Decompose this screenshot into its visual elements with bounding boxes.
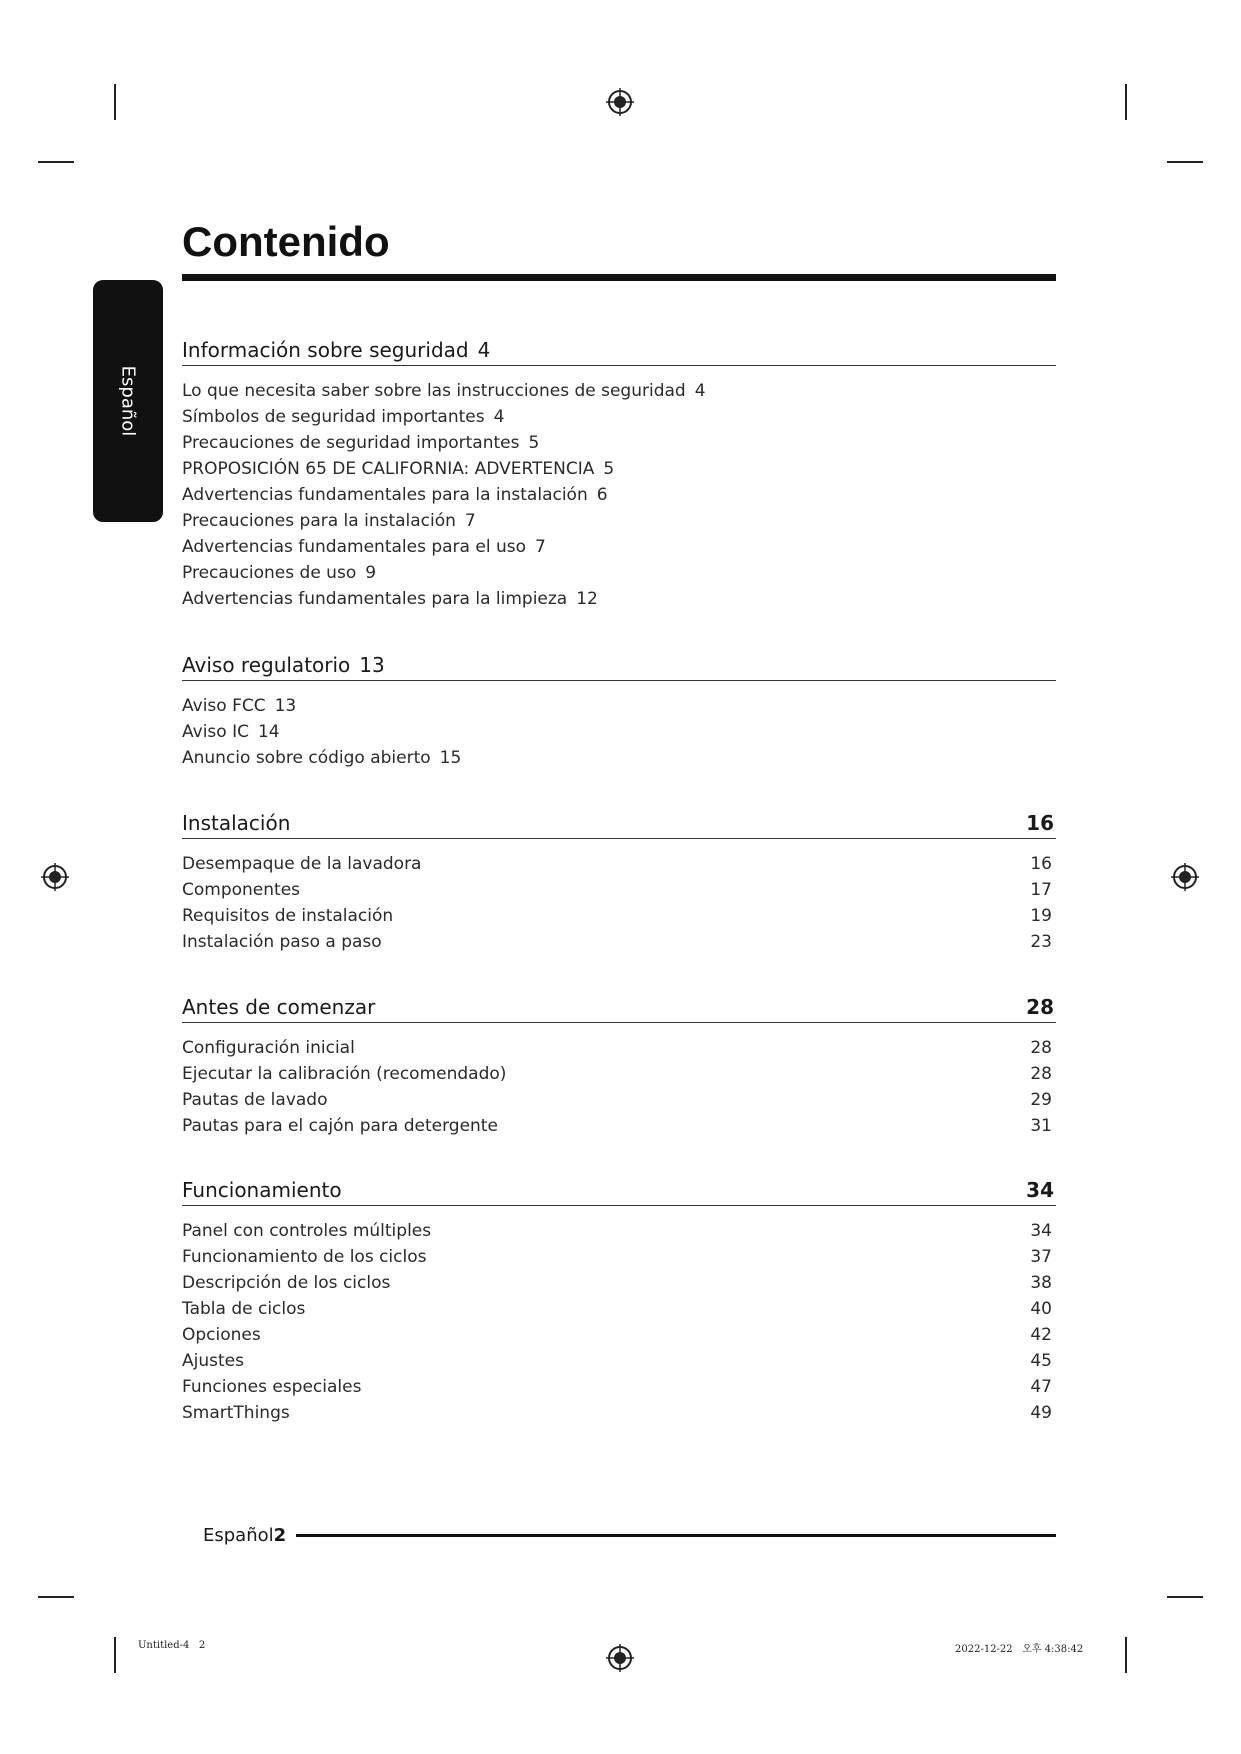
footer-language: Español (203, 1525, 274, 1546)
toc-entry[interactable] (182, 1061, 1056, 1087)
toc-entry-page: 45 (1030, 1351, 1052, 1371)
section-heading[interactable] (182, 807, 1056, 839)
toc-entry[interactable] (182, 482, 1056, 508)
toc-entry-left (182, 719, 280, 745)
toc-entry-left (182, 903, 393, 929)
slug-filename: Untitled-4 2 (138, 1640, 206, 1651)
slug-timestamp: 2022-12-22 오후 4:38:42 (955, 1644, 1084, 1655)
toc-entry-left (182, 430, 539, 456)
section-page-number: 28 (1026, 995, 1054, 1019)
footer-page-number: 2 (273, 1525, 287, 1546)
section-heading-left (182, 653, 385, 677)
toc-entry-left (182, 404, 504, 430)
toc-section (182, 334, 1056, 612)
section-heading[interactable] (182, 649, 1056, 681)
toc-entry-label: Precauciones para la instalación (182, 511, 456, 531)
toc-entry-left (182, 1218, 431, 1244)
toc-entry-left (182, 508, 476, 534)
toc-entry-left (182, 378, 706, 404)
toc-entry-page: 28 (1030, 1064, 1052, 1084)
crop-mark (1125, 84, 1127, 120)
toc-entry[interactable] (182, 1035, 1056, 1061)
toc-entry-page: 5 (528, 433, 540, 453)
language-tab-label: Español (117, 365, 139, 437)
toc-entry-label: Símbolos de seguridad importantes (182, 407, 485, 427)
toc-entry-left (182, 534, 546, 560)
toc-entry[interactable] (182, 586, 1056, 612)
toc-entry-page: 23 (1030, 932, 1052, 952)
toc-entry-left (182, 482, 608, 508)
toc-entry-page: 28 (1030, 1038, 1052, 1058)
toc-entry-page: 7 (534, 537, 546, 557)
toc-entry[interactable] (182, 719, 1056, 745)
section-page-number: 34 (1026, 1178, 1054, 1202)
toc-section (182, 1174, 1056, 1426)
toc-entry-label: Lo que necesita saber sobre las instrucciones de seguridad (182, 381, 686, 401)
toc-entry-left (182, 560, 376, 586)
toc-entry-label: Ajustes (182, 1351, 244, 1371)
crop-mark (1167, 1596, 1203, 1598)
toc-entry-label: Panel con controles múltiples (182, 1221, 432, 1241)
section-page-number: 16 (1026, 811, 1054, 835)
crop-mark (38, 1596, 74, 1598)
toc-entry[interactable] (182, 1270, 1056, 1296)
toc-entry-page: 12 (576, 589, 598, 609)
language-tab (93, 280, 163, 522)
toc-entry-left (182, 456, 614, 482)
toc-entry[interactable] (182, 1296, 1056, 1322)
footer-label (203, 1525, 286, 1546)
toc-entry[interactable] (182, 456, 1056, 482)
toc-entry-page: 14 (257, 722, 280, 742)
toc-entry[interactable] (182, 404, 1056, 430)
toc-entry-page: 17 (1030, 880, 1052, 900)
toc-entry-page: 31 (1030, 1116, 1052, 1136)
toc-entry[interactable] (182, 1348, 1056, 1374)
toc-entry-label: Componentes (182, 880, 301, 900)
toc-entry[interactable] (182, 1244, 1056, 1270)
toc-entry[interactable] (182, 1374, 1056, 1400)
section-heading-left (182, 1178, 342, 1202)
toc-entry-page: 40 (1030, 1299, 1052, 1319)
toc-entry-label: PROPOSICIÓN 65 DE CALIFORNIA: ADVERTENCIA (182, 459, 595, 479)
toc-entry[interactable] (182, 430, 1056, 456)
toc-entry-page: 16 (1030, 854, 1052, 874)
toc-section (182, 991, 1056, 1139)
toc-entry[interactable] (182, 745, 1056, 771)
toc-entry-left (182, 1087, 328, 1113)
toc-entry-left (182, 929, 382, 955)
toc-entry[interactable] (182, 1113, 1056, 1139)
section-heading-left (182, 995, 375, 1019)
toc-entry-page: 5 (603, 459, 615, 479)
registration-mark-icon (1170, 862, 1200, 892)
toc-entry-label: Pautas para el cajón para detergente (182, 1116, 498, 1136)
toc-entry-left (182, 693, 296, 719)
toc-entry-left (182, 1296, 305, 1322)
toc-entry-page: 29 (1030, 1090, 1052, 1110)
toc-entry-left (182, 851, 421, 877)
toc-entry-label: Configuración inicial (182, 1038, 355, 1058)
toc-entry[interactable] (182, 1087, 1056, 1113)
toc-entry-left (182, 745, 461, 771)
section-page-number: 13 (359, 653, 385, 677)
toc-entry-label: Anuncio sobre código abierto (182, 748, 431, 768)
toc-entry-label: Precauciones de seguridad importantes (182, 433, 520, 453)
toc-entry-page: 49 (1030, 1403, 1052, 1423)
toc-entry-page: 47 (1030, 1377, 1052, 1397)
toc-entry[interactable] (182, 1400, 1056, 1426)
toc-entry-page: 34 (1030, 1221, 1052, 1241)
section-heading[interactable] (182, 991, 1056, 1023)
toc-entry-page: 19 (1030, 906, 1052, 926)
toc-entry-label: Instalación paso a paso (182, 932, 382, 952)
toc-entry-page: 4 (493, 407, 505, 427)
registration-mark-icon (605, 1643, 635, 1673)
toc-entry[interactable] (182, 903, 1056, 929)
toc-entry-page: 13 (274, 696, 297, 716)
toc-entry-label: Aviso IC (182, 722, 249, 742)
section-heading[interactable] (182, 1174, 1056, 1206)
crop-mark (114, 1637, 116, 1673)
toc-entry-label: Aviso FCC (182, 696, 266, 716)
toc-entry[interactable] (182, 534, 1056, 560)
toc-entry-label: Advertencias fundamentales para la instalación (182, 485, 588, 505)
toc-entry-label: Desempaque de la lavadora (182, 854, 422, 874)
toc-entry-left (182, 586, 598, 612)
toc-entry-left (182, 1348, 244, 1374)
crop-mark (1125, 1637, 1127, 1673)
toc-entry[interactable] (182, 877, 1056, 903)
toc-entry-label: SmartThings (182, 1403, 290, 1423)
section-title: Instalación (182, 811, 291, 835)
crop-mark (38, 161, 74, 163)
crop-mark (114, 84, 116, 120)
toc-entry[interactable] (182, 693, 1056, 719)
toc-entry-left (182, 1374, 361, 1400)
toc-entry-page: 37 (1030, 1247, 1052, 1267)
toc-entry-left (182, 1244, 426, 1270)
toc-entry[interactable] (182, 1218, 1056, 1244)
toc-entry-label: Precauciones de uso (182, 563, 357, 583)
toc-entry-page: 15 (439, 748, 462, 768)
section-title: Aviso regulatorio (182, 653, 351, 677)
toc-entry-label: Funciones especiales (182, 1377, 362, 1397)
toc-entry-label: Pautas de lavado (182, 1090, 328, 1110)
toc-entry-page: 38 (1030, 1273, 1052, 1293)
toc-entry-label: Advertencias fundamentales para el uso (182, 537, 526, 557)
footer-rule (296, 1534, 1056, 1537)
toc-entry-page: 4 (694, 381, 706, 401)
section-heading[interactable] (182, 334, 1056, 366)
toc-entry-label: Tabla de ciclos (182, 1299, 306, 1319)
section-heading-left (182, 811, 290, 835)
toc-entry-page: 7 (464, 511, 476, 531)
toc-entry[interactable] (182, 929, 1056, 955)
toc-entry-left (182, 1400, 290, 1426)
toc-entry[interactable] (182, 1322, 1056, 1348)
toc-entry-label: Ejecutar la calibración (recomendado) (182, 1064, 507, 1084)
toc-entry[interactable] (182, 560, 1056, 586)
toc-entry-label: Funcionamiento de los ciclos (182, 1247, 427, 1267)
toc-entry[interactable] (182, 378, 1056, 404)
toc-section (182, 807, 1056, 955)
toc-entry-label: Requisitos de instalación (182, 906, 394, 926)
toc-entry-label: Opciones (182, 1325, 261, 1345)
registration-mark-icon (605, 87, 635, 117)
toc-entry-left (182, 1035, 355, 1061)
toc-entry-left (182, 1270, 390, 1296)
toc-entry[interactable] (182, 851, 1056, 877)
toc-entry-label: Descripción de los ciclos (182, 1273, 391, 1293)
page-title: Contenido (182, 218, 390, 265)
section-title: Información sobre seguridad (182, 338, 469, 362)
toc-entry-left (182, 1322, 261, 1348)
section-title: Antes de comenzar (182, 995, 376, 1019)
registration-mark-icon (40, 862, 70, 892)
toc-entry[interactable] (182, 508, 1056, 534)
toc-entry-label: Advertencias fundamentales para la limpieza (182, 589, 568, 609)
toc-entry-page: 9 (365, 563, 377, 583)
toc-entry-left (182, 1113, 498, 1139)
crop-mark (1167, 161, 1203, 163)
toc-entry-left (182, 877, 300, 903)
toc-entry-left (182, 1061, 506, 1087)
toc-entry-page: 6 (596, 485, 608, 505)
section-heading-left (182, 338, 490, 362)
section-title: Funcionamiento (182, 1178, 342, 1202)
toc-entry-page: 42 (1030, 1325, 1052, 1345)
section-page-number: 4 (477, 338, 491, 362)
page-footer (203, 1525, 1056, 1546)
toc-section (182, 649, 1056, 771)
title-rule (182, 274, 1056, 281)
